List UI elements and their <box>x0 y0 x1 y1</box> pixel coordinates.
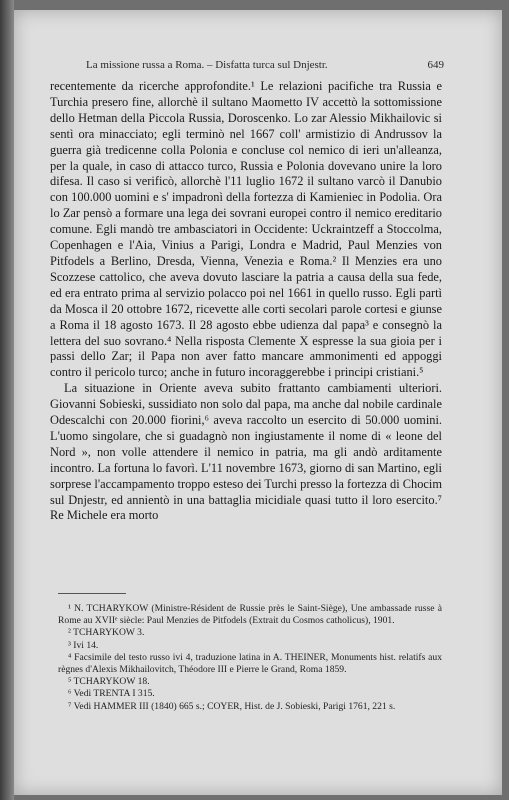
book-gutter-shadow <box>0 0 14 800</box>
paragraph-2: La situazione in Oriente aveva subito frattanto cambiamenti ulteriori. Giovanni Sobieski, sussidiato non solo dal papa, ma anche dal nobile cardinale Odescalchi con 20.000 fiorini,⁶ aveva raccolto un esercito di 50.000 uomini. L'uomo singolare, che si guadagnò non ingiustamente il nome di « leone del Nord », non volle attendere il nemico in patria, ma gli andò arditamente incontro. La fortuna lo favorì. L'11 novembre 1673, giorno di san Martino, egli sorprese l'accampamento troppo esteso dei Turchi presso la fortezza di Chocim sul Dnjestr, ed annientò in una battaglia micidiale quasi tutto il loro esercito.⁷ Re Michele era morto <box>50 381 442 523</box>
footnote-1: ¹ N. TCHARYKOW (Ministre-Résident de Russie près le Saint-Siège), Une ambassade russe à Rome au XVIIᵉ siècle: Paul Menzies de Pitfodels (Extrait du Cosmos catholicus), 1901. <box>58 603 442 627</box>
body-text <box>50 79 442 524</box>
footnote-6: ⁶ Vedi TRENTA I 315. <box>68 688 155 700</box>
footnote-5: ⁵ TCHARYKOW 18. <box>68 676 150 688</box>
page-number: 649 <box>427 59 444 71</box>
footnote-4: ⁴ Facsimile del testo russo ivi 4, traduzione latina in A. THEINER, Monuments hist. relatifs aux règnes d'Alexis Mikhailovitch, Théodore III e Pierre le Grand, Roma 1859. <box>58 651 442 676</box>
footnote-2: ² TCHARYKOW 3. <box>68 627 145 639</box>
paragraph-1: recentemente da ricerche approfondite.¹ Le relazioni pacifiche tra Russia e Turchia presero fine, allorchè il sultano Maometto IV accettò la sottomissione dello Hetman della Piccola Russia, Doroscenko. Lo zar Alessio Mikhailovic si sentì ora minacciato; egli terminò nel 1667 coll' armistizio di Andrussov la guerra già tredicenne colla Polonia e concluse col nemico di ieri un'alleanza, per la quale, in caso di attacco turco, Russia e Polonia dovevano unire la loro difesa. Il caso si verificò, allorchè l'11 luglio 1672 il sultano varcò il Danubio con 100.000 uomini e s' impadronì della fortezza di Kamieniec in Podolia. Ora lo Zar pensò a formare una lega dei sovrani europei contro il nemico ereditario comune. Egli mandò tre ambasciatori in Occidente: Uckraintzeff a Stoccolma, Copenhagen e l'Aia, Vinius a Parigi, Londra e Madrid, Paul Menzies von Pitfodels a Berlino, Dresda, Vienna, Venezia e Roma.² Il Menzies era uno Scozzese cattolico, che aveva dovuto lasciare la patria a causa della sua fede, ed era entrato prima al servizio polacco poi nel 1661 in quello russo. Egli partì da Mosca il 20 ottobre 1672, ricevette alle corti secolari parole cortesi e giunse a Roma il 18 agosto 1673. Il 28 agosto ebbe udienza dal papa³ e consegnò la lettera del suo sovrano.⁴ Nella risposta Clemente X espresse la sua gioia per i passi dello Zar; il Papa non aver fatto mancare ammonimenti ed appoggi contro il pericolo turco; anche in futuro incoraggerebbe i principi cristiani.⁵ <box>50 79 442 380</box>
footnote-3: ³ Ivi 14. <box>68 639 99 651</box>
running-header <box>86 59 444 71</box>
running-title: La missione russa a Roma. – Disfatta turca sul Dnjestr. <box>86 59 328 71</box>
footnote-separator <box>58 593 126 594</box>
footnotes <box>58 603 442 713</box>
footnote-7: ⁷ Vedi HAMMER III (1840) 665 s.; COYER, Hist. de J. Sobieski, Parigi 1761, 221 s. <box>68 700 396 712</box>
